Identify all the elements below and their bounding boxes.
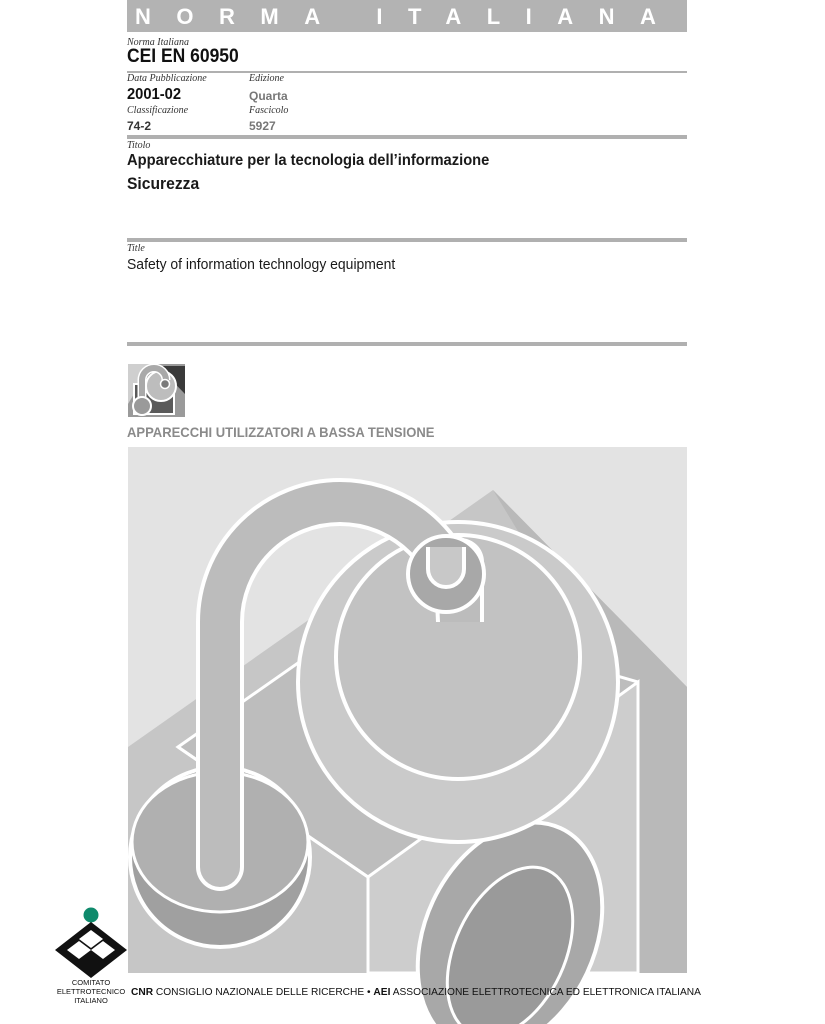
edition-value: Quarta [249, 89, 288, 103]
header-band [127, 0, 825, 32]
publication-date: 2001-02 [127, 86, 182, 103]
category-thumbnail-icon [128, 364, 185, 417]
norma-label: Norma Italiana [127, 37, 189, 48]
classification-value: 74-2 [127, 119, 152, 133]
divider [127, 135, 687, 139]
title-it-line2: Sicurezza [127, 174, 200, 193]
title-label-en: Title [127, 243, 145, 254]
footer-separator: • [367, 986, 371, 998]
fascicolo-label: Fascicolo [249, 105, 289, 116]
aei-name: ASSOCIAZIONE ELETTROTECNICA ED ELETTRONICA ITALIANA [392, 986, 701, 998]
fascicolo-value: 5927 [249, 119, 276, 133]
cover-illustration [128, 447, 687, 973]
date-label: Data Pubblicazione [127, 73, 207, 84]
edition-label: Edizione [249, 73, 284, 84]
divider [127, 71, 687, 73]
divider [127, 238, 687, 242]
cnr-name: CONSIGLIO NAZIONALE DELLE RICERCHE [155, 986, 365, 998]
cei-logo-icon [53, 906, 129, 978]
standard-code: CEI EN 60950 [127, 46, 239, 67]
organization-name: COMITATO ELETTROTECNICO ITALIANO [56, 978, 126, 1005]
category-heading: APPARECCHI UTILIZZATORI A BASSA TENSIONE [127, 424, 435, 440]
header-band-text: NORMA ITALIANA CEI [135, 4, 825, 29]
title-label-it: Titolo [127, 140, 151, 151]
cnr-abbreviation: CNR [131, 986, 154, 998]
footer-publishers [131, 986, 701, 998]
title-en: Safety of information technology equipment [127, 256, 396, 273]
classification-label: Classificazione [127, 105, 189, 116]
divider [127, 342, 687, 346]
title-it-line1: Apparecchiature per la tecnologia dell’informazione [127, 152, 490, 169]
aei-abbreviation: AEI [373, 986, 391, 998]
